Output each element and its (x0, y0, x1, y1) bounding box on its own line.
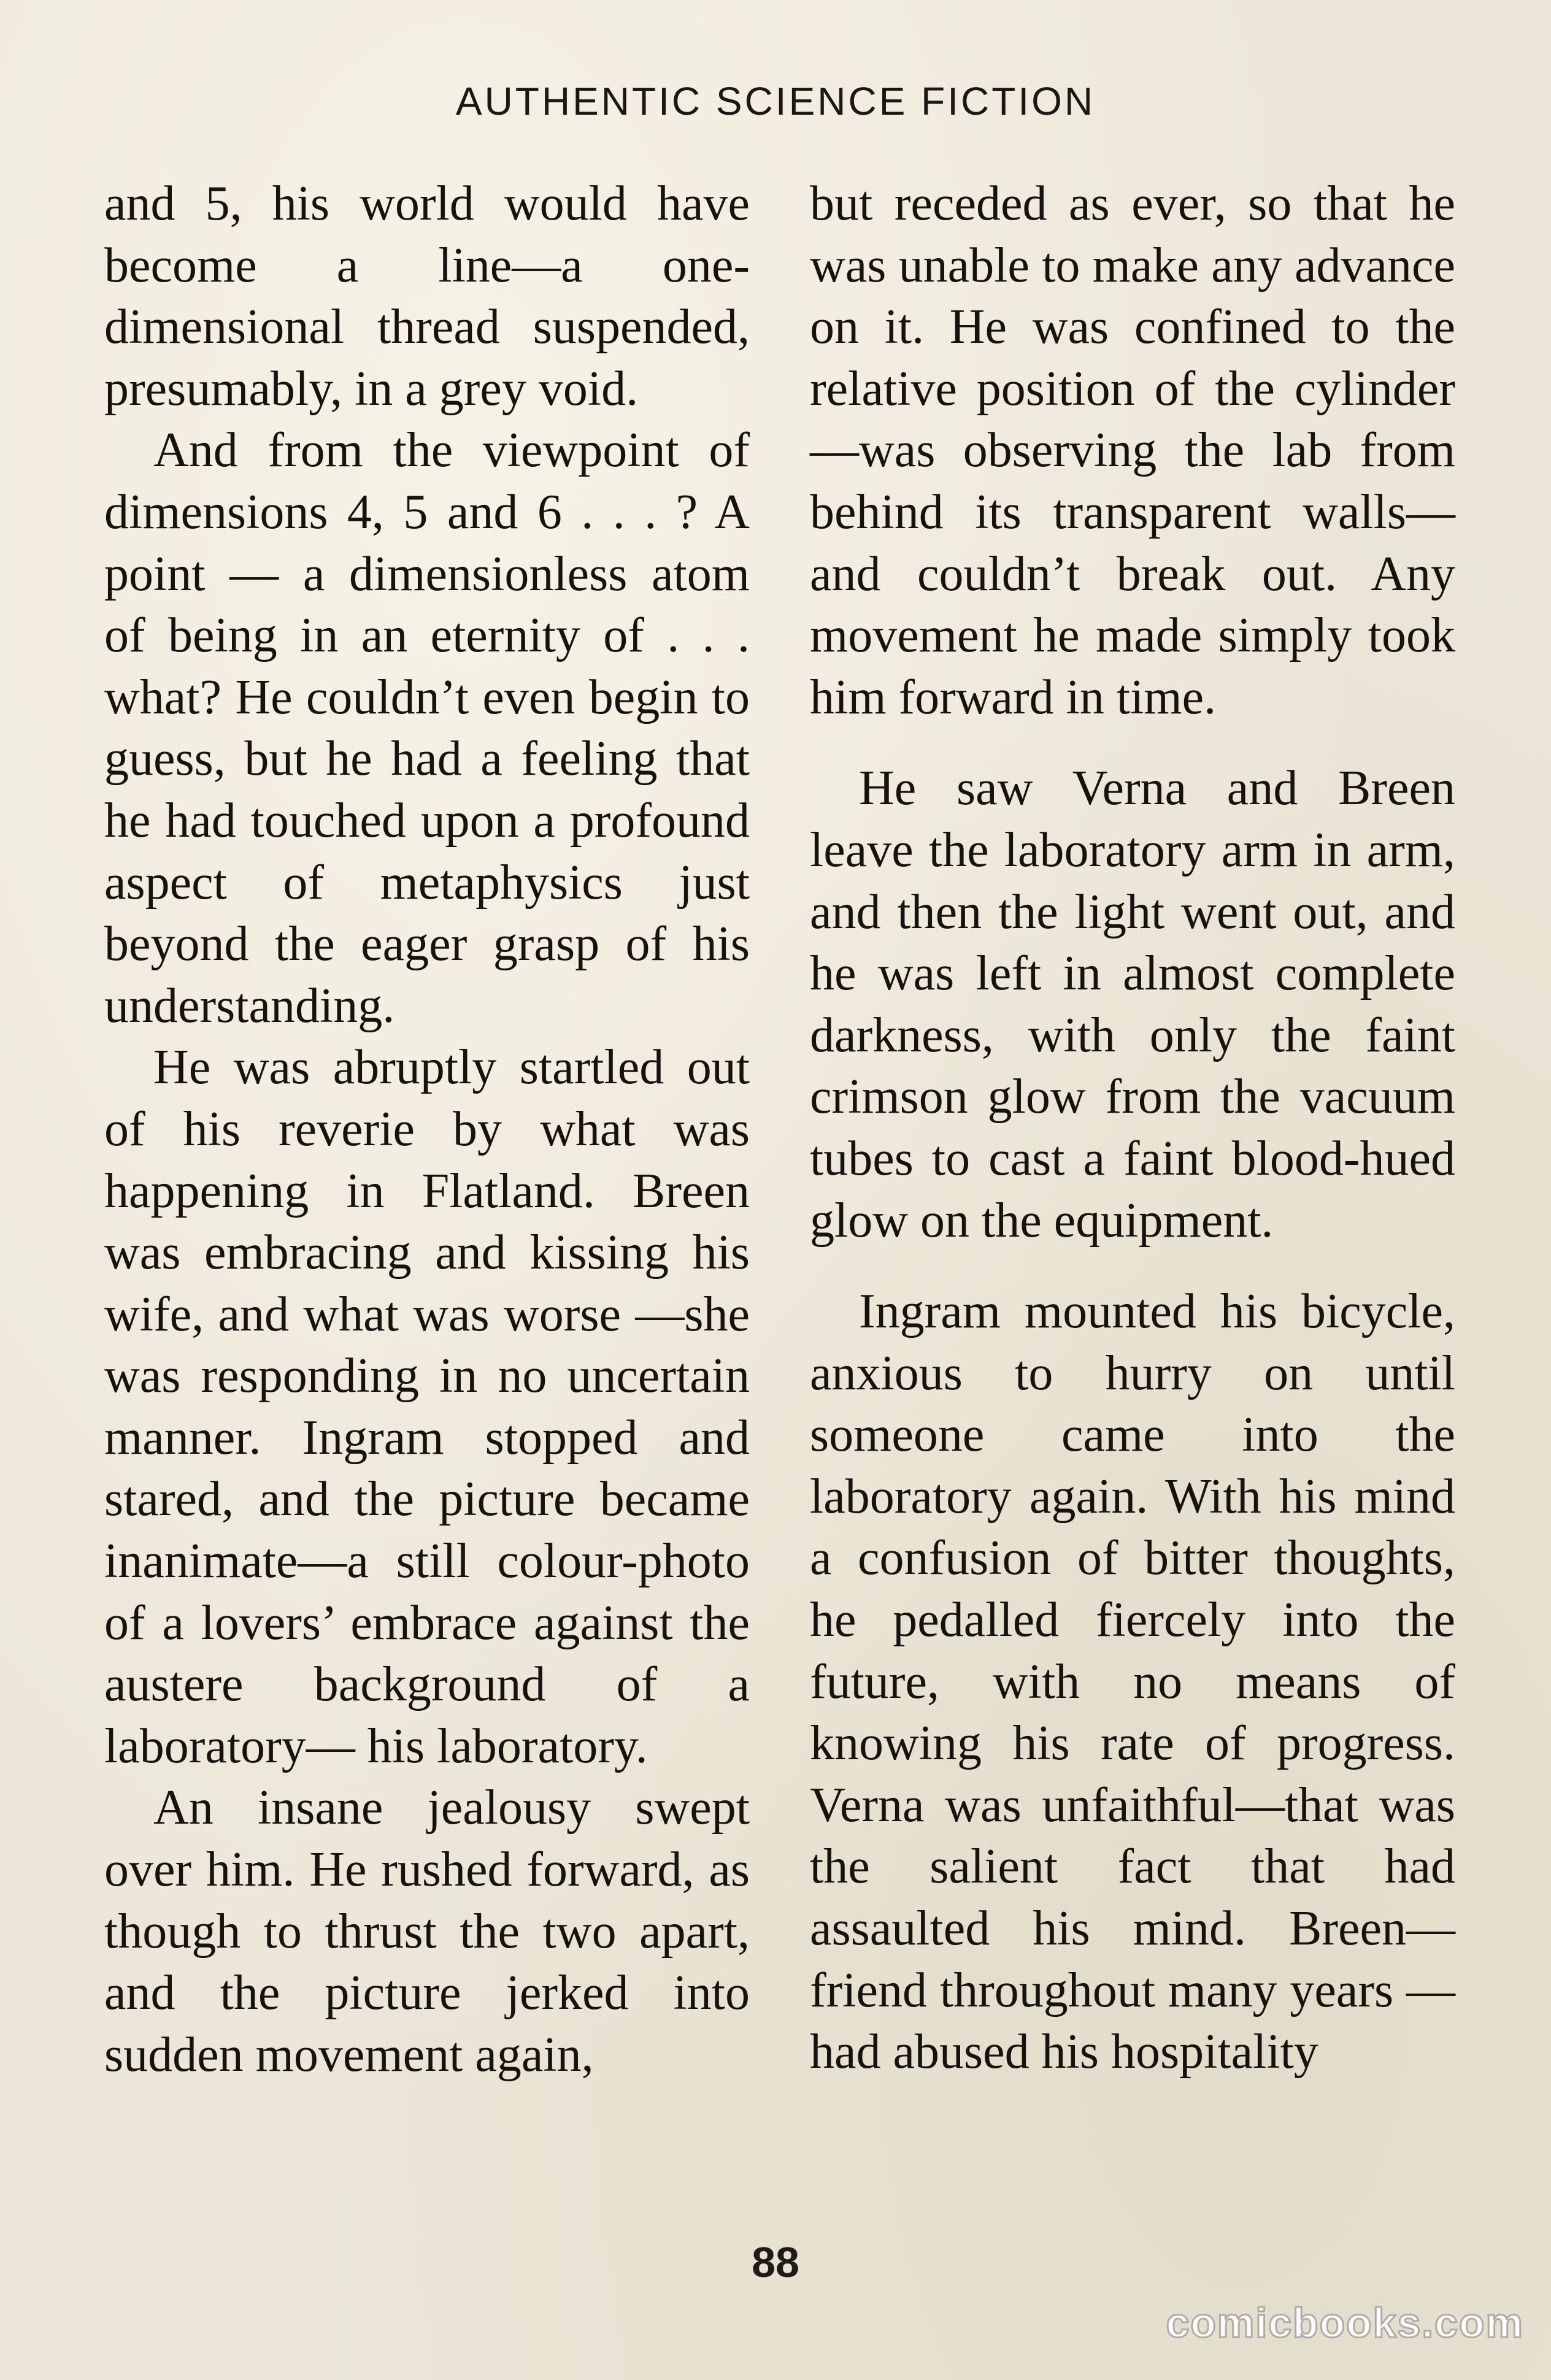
right-column (810, 173, 1455, 2083)
left-column (104, 173, 750, 2086)
paragraph: An insane jealousy swept over him. He rushed forward, as though to thrust the two apart, and the picture jerked into sudden movement again, (104, 1781, 750, 2082)
paragraph: and 5, his world would have become a line—a one-dimensional thread suspended, presumably, in a grey void. (104, 177, 750, 416)
paragraph: He was abruptly startled out of his reverie by what was happening in Flatland. Breen was embracing and kissing his wife, and what was worse —she was responding in no uncertain manner. Ingram stopped and stared, and the picture became inanimate—a still colour-photo of a lovers’ embrace against the austere background of a laboratory— his laboratory. (104, 1040, 750, 1773)
paragraph: but receded as ever, so that he was unable to make any advance on it. He was confined to the relative position of the cylinder—was observing the lab from behind its transparent walls—and couldn’t break out. Any movement he made simply took him forward in time. (810, 177, 1455, 724)
paragraph: He saw Verna and Breen leave the laboratory arm in arm, and then the light went out, and he was left in almost complete darkness, with only the faint crimson glow from the vacuum tubes to cast a faint blood-hued glow on the equipment. (810, 761, 1455, 1248)
running-header: AUTHENTIC SCIENCE FICTION (455, 79, 1096, 123)
paragraph: Ingram mounted his bicycle, anxious to hurry on until someone came into the laboratory again. With his mind a confusion of bitter thoughts, he pedalled fiercely into the future, with no means of knowing his rate of progress. Verna was unfaithful—that was the salient fact that had assaulted his mind. Breen— friend throughout many years —had abused his hospitality (810, 1284, 1455, 2079)
paragraph: And from the viewpoint of dimensions 4, 5 and 6 . . . ? A point — a dimensionless atom of being in an eternity of . . . what? He couldn’t even begin to guess, but he had a feeling that he had touched upon a profound aspect of metaphysics just beyond the eager grasp of his understanding. (104, 423, 750, 1033)
page-number: 88 (752, 2238, 799, 2286)
watermark: comicbooks.com (1166, 2300, 1524, 2346)
